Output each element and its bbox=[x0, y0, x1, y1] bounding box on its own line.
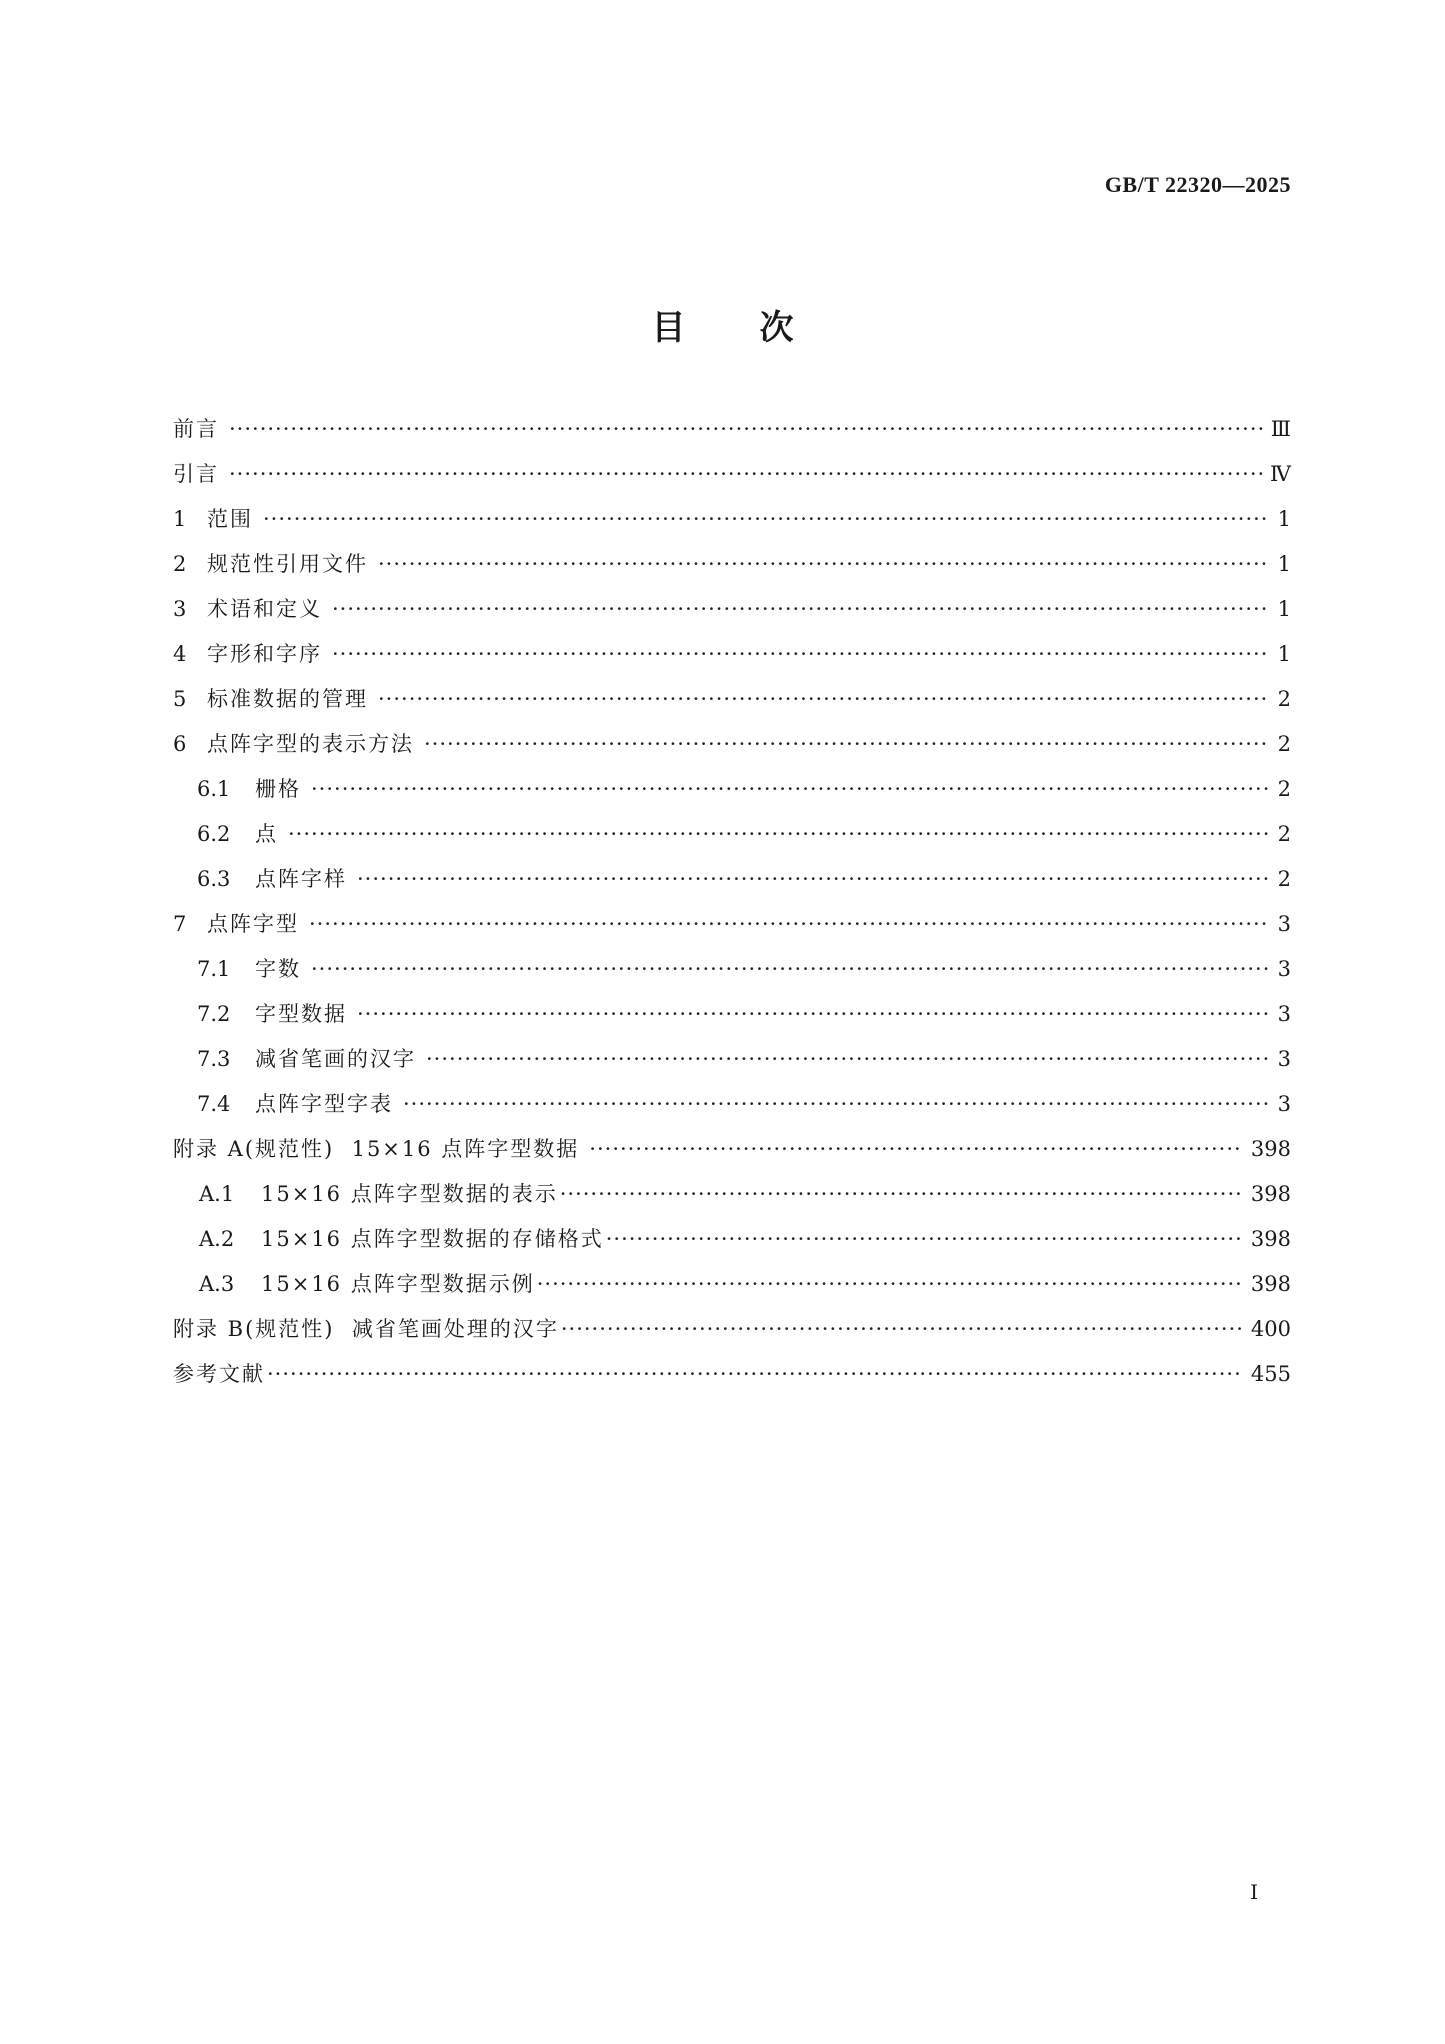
toc-page-number: 1 bbox=[1277, 507, 1291, 531]
toc-entry-text: 15×16 点阵字型数据的表示 bbox=[261, 1182, 558, 1206]
toc-leader bbox=[332, 597, 1269, 621]
toc-entry-text: 15×16 点阵字型数据示例 bbox=[261, 1272, 535, 1296]
toc-page-number: 2 bbox=[1277, 777, 1291, 801]
toc-entry-6[interactable] bbox=[173, 728, 1291, 773]
toc-entry-text: 字型数据 bbox=[255, 1002, 347, 1026]
toc-entry-text: 点阵字型 bbox=[207, 912, 299, 936]
page-folio: I bbox=[1250, 1880, 1258, 1904]
toc-leader bbox=[537, 1272, 1243, 1296]
toc-leader bbox=[332, 642, 1269, 666]
toc-leader bbox=[561, 1317, 1243, 1341]
toc-entry-2[interactable] bbox=[173, 548, 1291, 593]
toc-page-number: 3 bbox=[1277, 912, 1291, 936]
toc-leader bbox=[263, 507, 1269, 531]
toc-entry-text: 字数 bbox=[255, 957, 301, 981]
toc-leader bbox=[229, 462, 1262, 486]
toc-page-number: Ⅳ bbox=[1270, 462, 1291, 486]
standard-number: GB/T 22320—2025 bbox=[1104, 172, 1291, 197]
toc-leader bbox=[309, 912, 1269, 936]
toc-leader bbox=[311, 777, 1269, 801]
toc-entry-text: 标准数据的管理 bbox=[207, 687, 368, 711]
toc-entry-text: 术语和定义 bbox=[207, 597, 322, 621]
page-title: 目次 bbox=[651, 308, 868, 348]
toc-leader bbox=[606, 1227, 1243, 1251]
toc-entry-number: 2 bbox=[173, 552, 187, 576]
toc-entry-number: A.1 bbox=[199, 1182, 235, 1206]
toc-page-number: 2 bbox=[1277, 822, 1291, 846]
toc-entry-bibliography[interactable] bbox=[173, 1358, 1291, 1403]
toc-entry-5[interactable] bbox=[173, 683, 1291, 728]
toc-page-number: 2 bbox=[1277, 867, 1291, 891]
toc-entry-number: 5 bbox=[173, 687, 187, 711]
toc-entry-number: 6.2 bbox=[197, 822, 231, 846]
toc-entry-text: 范围 bbox=[207, 507, 253, 531]
toc-leader bbox=[589, 1137, 1243, 1161]
toc-entry-text: 减省笔画的汉字 bbox=[255, 1047, 416, 1071]
toc-entry-number: 6.1 bbox=[197, 777, 231, 801]
toc-entry-6-3[interactable] bbox=[173, 863, 1291, 908]
toc-page-number: 2 bbox=[1277, 687, 1291, 711]
toc-entry-a-1[interactable] bbox=[173, 1178, 1291, 1223]
toc-page-number: 3 bbox=[1277, 1092, 1291, 1116]
toc-leader bbox=[424, 732, 1269, 756]
toc-entry-6-1[interactable] bbox=[173, 773, 1291, 818]
toc-entry-text: 引言 bbox=[173, 462, 219, 486]
toc-page-number: 398 bbox=[1250, 1137, 1291, 1161]
toc-entry-text: 字形和字序 bbox=[207, 642, 322, 666]
toc-leader bbox=[267, 1362, 1243, 1386]
toc-page-number: 3 bbox=[1277, 957, 1291, 981]
toc-page-number: 1 bbox=[1277, 552, 1291, 576]
toc-entry-6-2[interactable] bbox=[173, 818, 1291, 863]
toc-entry-number: A.2 bbox=[199, 1227, 235, 1251]
toc-entry-text: 参考文献 bbox=[173, 1362, 265, 1386]
toc-entry-number: 4 bbox=[173, 642, 187, 666]
toc-entry-text: 附录 A(规范性) 15×16 点阵字型数据 bbox=[173, 1137, 580, 1161]
toc-entry-4[interactable] bbox=[173, 638, 1291, 683]
toc-page-number: 398 bbox=[1250, 1182, 1291, 1206]
toc-entry-7-3[interactable] bbox=[173, 1043, 1291, 1088]
table-of-contents bbox=[173, 413, 1291, 1403]
toc-entry-number: 6 bbox=[173, 732, 187, 756]
toc-page-number: Ⅲ bbox=[1270, 417, 1291, 441]
toc-entry-number: 7 bbox=[173, 912, 187, 936]
toc-entry-number: 7.1 bbox=[197, 957, 231, 981]
toc-entry-text: 规范性引用文件 bbox=[207, 552, 368, 576]
toc-page-number: 398 bbox=[1250, 1227, 1291, 1251]
toc-entry-foreword[interactable] bbox=[173, 413, 1291, 458]
toc-entry-text: 附录 B(规范性) 减省笔画处理的汉字 bbox=[173, 1317, 559, 1341]
toc-entry-text: 栅格 bbox=[255, 777, 301, 801]
toc-entry-number: 1 bbox=[173, 507, 187, 531]
toc-page-number: 2 bbox=[1277, 732, 1291, 756]
toc-entry-number: 7.4 bbox=[197, 1092, 231, 1116]
toc-entry-number: A.3 bbox=[199, 1272, 235, 1296]
toc-page-number: 3 bbox=[1277, 1002, 1291, 1026]
toc-entry-7[interactable] bbox=[173, 908, 1291, 953]
toc-entry-appendix-a[interactable] bbox=[173, 1133, 1291, 1178]
toc-leader bbox=[426, 1047, 1269, 1071]
toc-entry-number: 3 bbox=[173, 597, 187, 621]
toc-entry-7-1[interactable] bbox=[173, 953, 1291, 998]
toc-page-number: 3 bbox=[1277, 1047, 1291, 1071]
toc-leader bbox=[311, 957, 1269, 981]
toc-entry-introduction[interactable] bbox=[173, 458, 1291, 503]
toc-entry-text: 前言 bbox=[173, 417, 219, 441]
toc-entry-text: 点阵字型的表示方法 bbox=[207, 732, 414, 756]
toc-entry-number: 7.2 bbox=[197, 1002, 231, 1026]
toc-entry-7-4[interactable] bbox=[173, 1088, 1291, 1133]
toc-leader bbox=[378, 687, 1269, 711]
toc-leader bbox=[378, 552, 1269, 576]
toc-leader bbox=[288, 822, 1269, 846]
toc-page-number: 455 bbox=[1250, 1362, 1291, 1386]
toc-page-number: 1 bbox=[1277, 597, 1291, 621]
toc-entry-number: 7.3 bbox=[197, 1047, 231, 1071]
toc-leader bbox=[357, 867, 1269, 891]
toc-entry-number: 6.3 bbox=[197, 867, 231, 891]
toc-entry-a-3[interactable] bbox=[173, 1268, 1291, 1313]
toc-page-number: 400 bbox=[1250, 1317, 1291, 1341]
toc-entry-3[interactable] bbox=[173, 593, 1291, 638]
toc-page-number: 1 bbox=[1277, 642, 1291, 666]
toc-leader bbox=[403, 1092, 1269, 1116]
toc-entry-text: 点 bbox=[255, 822, 278, 846]
toc-entry-7-2[interactable] bbox=[173, 998, 1291, 1043]
toc-entry-1[interactable] bbox=[173, 503, 1291, 548]
toc-entry-text: 15×16 点阵字型数据的存储格式 bbox=[261, 1227, 604, 1251]
toc-entry-a-2[interactable] bbox=[173, 1223, 1291, 1268]
toc-leader bbox=[229, 417, 1263, 441]
toc-entry-text: 点阵字样 bbox=[255, 867, 347, 891]
toc-leader bbox=[560, 1182, 1243, 1206]
toc-page-number: 398 bbox=[1250, 1272, 1291, 1296]
toc-entry-appendix-b[interactable] bbox=[173, 1313, 1291, 1358]
toc-leader bbox=[357, 1002, 1269, 1026]
toc-entry-text: 点阵字型字表 bbox=[255, 1092, 393, 1116]
